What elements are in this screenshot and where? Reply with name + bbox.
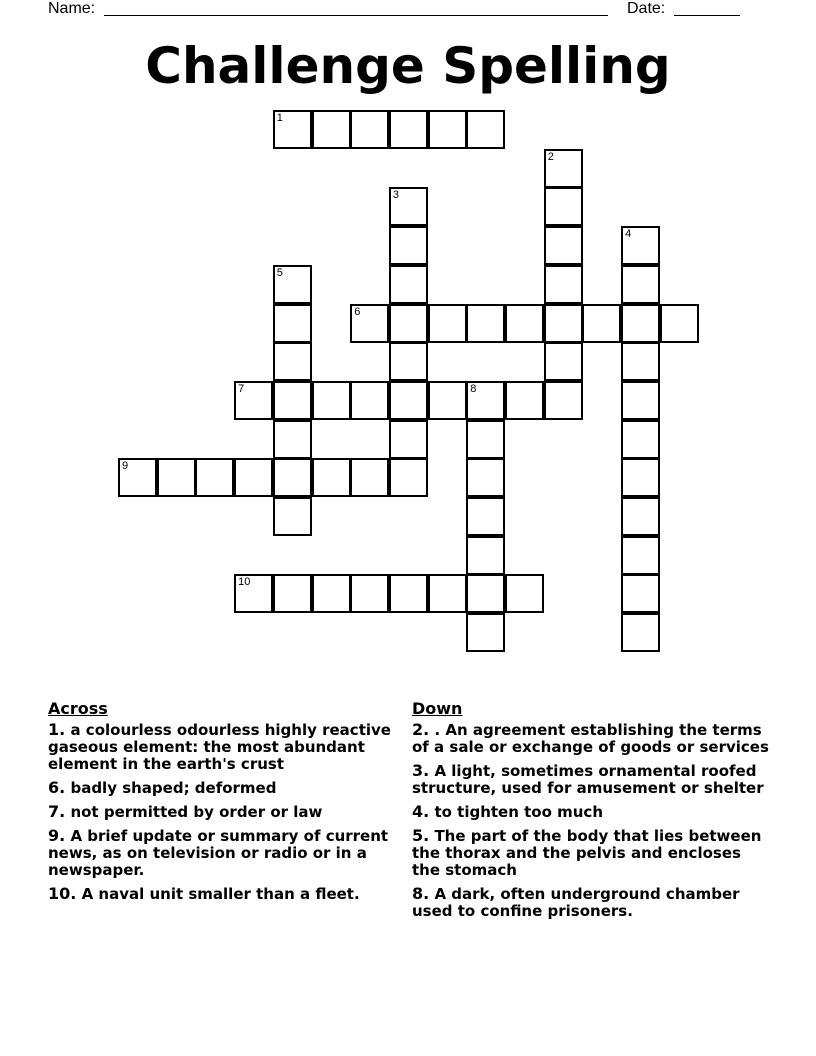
clue-number: 4. xyxy=(412,802,430,821)
grid-cell[interactable] xyxy=(118,458,157,497)
clue-number: 6. xyxy=(48,778,66,797)
cell-number: 8 xyxy=(470,382,477,395)
cell-number: 3 xyxy=(392,189,400,202)
clue-number: 3. xyxy=(412,761,430,780)
grid-cell[interactable] xyxy=(273,265,312,304)
clue-across xyxy=(48,827,406,879)
cell-number: 1 xyxy=(276,112,283,124)
cell-number: 5 xyxy=(276,266,283,279)
grid-cell[interactable] xyxy=(621,574,660,613)
grid-cell[interactable] xyxy=(389,265,428,304)
grid-cell[interactable] xyxy=(312,574,351,613)
grid-cell[interactable] xyxy=(660,304,699,343)
grid-cell[interactable] xyxy=(350,110,389,149)
clue-down xyxy=(412,762,774,797)
date-blank-line[interactable] xyxy=(674,15,740,16)
cell-number: 2 xyxy=(547,150,554,163)
cell-number: 7 xyxy=(238,382,245,395)
clue-down xyxy=(412,885,774,920)
down-heading: Down xyxy=(412,699,463,718)
grid-cell[interactable] xyxy=(582,304,621,343)
grid-cell[interactable] xyxy=(428,381,467,420)
grid-cell[interactable] xyxy=(389,458,428,497)
clue-text: The part of the body that lies between the thorax and the pelvis and encloses the stomach xyxy=(412,827,762,879)
down-clues xyxy=(412,700,774,926)
grid-cell[interactable] xyxy=(621,420,660,459)
clue-text: not permitted by order or law xyxy=(70,803,323,821)
grid-cell[interactable] xyxy=(621,381,660,420)
grid-cell[interactable] xyxy=(466,536,505,575)
grid-cell[interactable] xyxy=(273,497,312,536)
grid-cell[interactable] xyxy=(544,381,583,420)
grid-cell[interactable] xyxy=(505,574,544,613)
grid-cell[interactable] xyxy=(621,497,660,536)
grid-cell[interactable] xyxy=(544,226,583,265)
grid-cell[interactable] xyxy=(273,381,312,420)
clue-across xyxy=(48,803,406,821)
name-label: Name: xyxy=(48,0,96,17)
grid-cell[interactable] xyxy=(621,265,660,304)
grid-cell[interactable] xyxy=(428,574,467,613)
cell-number: 6 xyxy=(354,305,361,318)
grid-cell[interactable] xyxy=(621,458,660,497)
grid-cell[interactable] xyxy=(466,497,505,536)
clue-across xyxy=(48,779,406,797)
grid-cell[interactable] xyxy=(466,420,505,459)
clue-down xyxy=(412,827,774,879)
grid-cell[interactable] xyxy=(312,110,351,149)
grid-cell[interactable] xyxy=(466,304,505,343)
clue-across xyxy=(48,721,406,773)
grid-cell[interactable] xyxy=(273,342,312,381)
clue-text: . An agreement establishing the terms of a sale or exchange of goods or services xyxy=(412,721,769,756)
grid-cell[interactable] xyxy=(234,574,273,613)
clue-down xyxy=(412,803,774,821)
grid-cell[interactable] xyxy=(273,420,312,459)
clue-text: A brief update or summary of current news, as on television or radio or in a newspaper. xyxy=(48,827,389,879)
clue-text: to tighten too much xyxy=(434,803,604,821)
grid-cell[interactable] xyxy=(273,458,312,497)
grid-cell[interactable] xyxy=(544,149,583,188)
clue-text: A naval unit smaller than a fleet. xyxy=(81,885,360,903)
grid-cell[interactable] xyxy=(389,342,428,381)
grid-cell[interactable] xyxy=(157,458,196,497)
name-blank-line[interactable] xyxy=(104,15,608,16)
grid-cell[interactable] xyxy=(544,265,583,304)
clue-across xyxy=(48,885,406,903)
grid-cell[interactable] xyxy=(621,304,660,343)
clue-text: badly shaped; deformed xyxy=(70,779,277,797)
grid-cell[interactable] xyxy=(544,187,583,226)
puzzle-title: Challenge Spelling xyxy=(145,37,671,95)
grid-cell[interactable] xyxy=(350,574,389,613)
cell-number: 10 xyxy=(238,576,251,589)
grid-cell[interactable] xyxy=(312,381,351,420)
clue-number: 9. xyxy=(48,826,66,845)
cell-number: 9 xyxy=(122,460,129,473)
cell-number: 4 xyxy=(625,228,632,241)
grid-cell[interactable] xyxy=(389,187,428,226)
clue-text: A light, sometimes ornamental roofed structure, used for amusement or shelter xyxy=(412,762,764,797)
grid-cell[interactable] xyxy=(273,304,312,343)
grid-cell[interactable] xyxy=(273,574,312,613)
grid-cell[interactable] xyxy=(466,381,505,420)
grid-cell[interactable] xyxy=(273,110,312,149)
clue-number: 1. xyxy=(48,720,66,739)
grid-cell[interactable] xyxy=(389,304,428,343)
grid-cell[interactable] xyxy=(466,458,505,497)
grid-cell[interactable] xyxy=(195,458,234,497)
grid-cell[interactable] xyxy=(389,420,428,459)
clue-text: A dark, often underground chamber used to confine prisoners. xyxy=(412,885,740,920)
clue-number: 7. xyxy=(48,802,66,821)
grid-cell[interactable] xyxy=(466,110,505,149)
grid-cell[interactable] xyxy=(621,536,660,575)
grid-cell[interactable] xyxy=(234,458,273,497)
grid-cell[interactable] xyxy=(621,342,660,381)
clue-text: a colourless odourless highly reactive gaseous element: the most abundant element in the earth's crust xyxy=(48,721,391,773)
grid-cell[interactable] xyxy=(621,613,660,652)
grid-cell[interactable] xyxy=(234,381,273,420)
across-heading: Across xyxy=(48,699,108,718)
grid-cell[interactable] xyxy=(389,381,428,420)
grid-cell[interactable] xyxy=(505,381,544,420)
clue-down xyxy=(412,721,774,756)
grid-cell[interactable] xyxy=(350,458,389,497)
clue-number: 5. xyxy=(412,826,430,845)
clue-number: 2. xyxy=(412,720,430,739)
grid-cell[interactable] xyxy=(466,613,505,652)
worksheet-header xyxy=(0,0,816,22)
grid-cell[interactable] xyxy=(350,304,389,343)
grid-cell[interactable] xyxy=(389,574,428,613)
grid-cell[interactable] xyxy=(544,304,583,343)
grid-cell[interactable] xyxy=(428,110,467,149)
date-label: Date: xyxy=(627,0,666,17)
grid-cell[interactable] xyxy=(389,110,428,149)
grid-cell[interactable] xyxy=(350,381,389,420)
across-clues xyxy=(48,700,406,909)
grid-cell[interactable] xyxy=(312,458,351,497)
grid-cell[interactable] xyxy=(466,574,505,613)
clue-number: 10. xyxy=(48,884,77,903)
grid-cell[interactable] xyxy=(505,304,544,343)
grid-cell[interactable] xyxy=(389,226,428,265)
grid-cell[interactable] xyxy=(428,304,467,343)
grid-cell[interactable] xyxy=(621,226,660,265)
clue-number: 8. xyxy=(412,884,430,903)
grid-cell[interactable] xyxy=(544,342,583,381)
